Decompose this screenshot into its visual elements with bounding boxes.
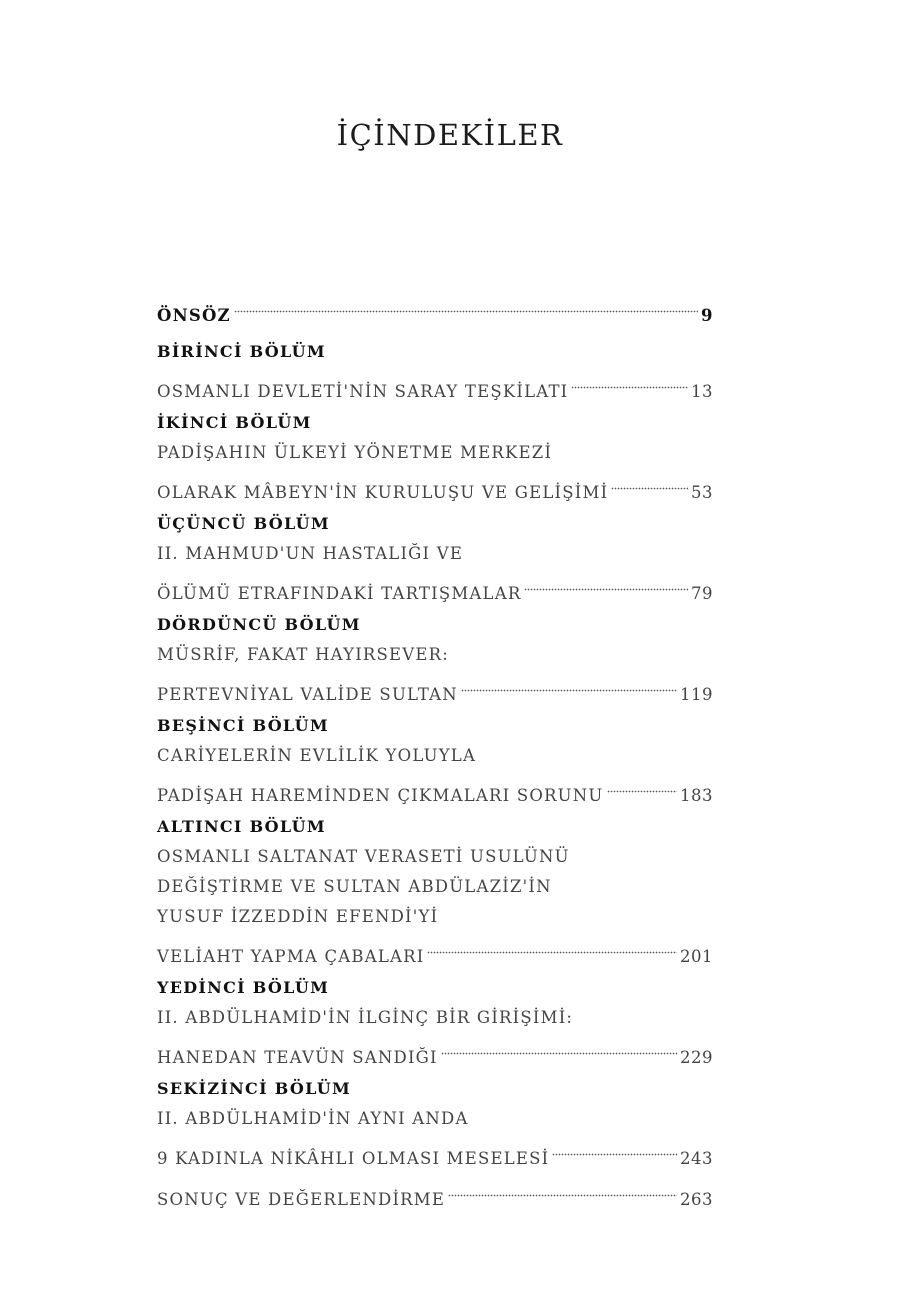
entry-title: OSMANLI DEVLETİ'NİN SARAY TEŞKİLATI xyxy=(157,382,569,401)
dot-leader xyxy=(234,291,698,321)
dot-leader xyxy=(524,569,688,599)
entry-title: MÜSRİF, FAKAT HAYIRSEVER: xyxy=(157,645,450,664)
chapter-heading: ÜÇÜNCÜ BÖLÜM xyxy=(157,514,330,533)
entry-title: II. MAHMUD'UN HASTALIĞI VE xyxy=(157,544,464,563)
dot-leader xyxy=(441,1033,677,1063)
toc-entry-chapter-7[interactable] xyxy=(157,973,713,1067)
toc-line xyxy=(157,291,713,325)
toc-line xyxy=(157,367,713,401)
toc-entry-chapter-4[interactable] xyxy=(157,610,713,704)
entry-title: SONUÇ VE DEĞERLENDİRME xyxy=(157,1190,446,1209)
entry-title: HANEDAN TEAVÜN SANDIĞI xyxy=(157,1048,438,1067)
chapter-heading: İKİNCİ BÖLÜM xyxy=(157,413,312,432)
page-number: 119 xyxy=(680,685,713,704)
entry-title: DEĞİŞTİRME VE SULTAN ABDÜLAZİZ'İN xyxy=(157,877,552,896)
dot-leader xyxy=(571,367,688,397)
toc-entry-chapter-8[interactable] xyxy=(157,1074,713,1168)
page-number: 13 xyxy=(691,382,713,401)
entry-title: ÖNSÖZ xyxy=(157,306,231,325)
chapter-heading: SEKİZİNCİ BÖLÜM xyxy=(157,1079,352,1098)
chapter-heading: DÖRDÜNCÜ BÖLÜM xyxy=(157,615,361,634)
toc-line xyxy=(157,670,713,704)
chapter-heading: YEDİNCİ BÖLÜM xyxy=(157,978,330,997)
dot-leader xyxy=(607,771,677,801)
toc-line xyxy=(157,771,713,805)
toc-line xyxy=(157,468,713,502)
toc-entry-chapter-3[interactable] xyxy=(157,509,713,603)
dot-leader xyxy=(611,468,688,498)
table-of-contents xyxy=(157,291,713,1216)
toc-entry-chapter-1[interactable] xyxy=(157,337,713,401)
page-number: 53 xyxy=(691,483,713,502)
page-title: İÇİNDEKİLER xyxy=(336,118,564,152)
page-number: 243 xyxy=(680,1149,713,1168)
page-number: 183 xyxy=(680,786,713,805)
chapter-heading: ALTINCI BÖLÜM xyxy=(157,817,326,836)
entry-title: 9 KADINLA NİKÂHLI OLMASI MESELESİ xyxy=(157,1149,550,1168)
page-number: 229 xyxy=(680,1048,713,1067)
toc-line xyxy=(157,569,713,603)
toc-line xyxy=(157,1033,713,1067)
entry-title: YUSUF İZZEDDİN EFENDİ'Yİ xyxy=(157,907,439,926)
toc-line xyxy=(157,1134,713,1168)
page-number: 79 xyxy=(691,584,713,603)
toc-entry-preface[interactable] xyxy=(157,291,713,325)
entry-title: VELİAHT YAPMA ÇABALARI xyxy=(157,947,425,966)
dot-leader xyxy=(427,932,677,962)
entry-title: II. ABDÜLHAMİD'İN AYNI ANDA xyxy=(157,1109,469,1128)
dot-leader xyxy=(448,1175,677,1205)
entry-title: ÖLÜMÜ ETRAFINDAKİ TARTIŞMALAR xyxy=(157,584,522,603)
entry-title: CARİYELERİN EVLİLİK YOLUYLA xyxy=(157,746,477,765)
toc-line xyxy=(157,1175,713,1209)
chapter-heading: BEŞİNCİ BÖLÜM xyxy=(157,716,329,735)
chapter-heading: BİRİNCİ BÖLÜM xyxy=(157,342,326,361)
toc-entry-chapter-2[interactable] xyxy=(157,408,713,502)
dot-leader xyxy=(552,1134,677,1164)
toc-entry-chapter-5[interactable] xyxy=(157,711,713,805)
entry-title: PADİŞAHIN ÜLKEYİ YÖNETME MERKEZİ xyxy=(157,443,553,462)
entry-title: PADİŞAH HAREMİNDEN ÇIKMALARI SORUNU xyxy=(157,786,604,805)
entry-title: OLARAK MÂBEYN'İN KURULUŞU VE GELİŞİMİ xyxy=(157,483,609,502)
toc-entry-conclusion[interactable] xyxy=(157,1175,713,1209)
entry-title: OSMANLI SALTANAT VERASETİ USULÜNÜ xyxy=(157,847,570,866)
entry-title: II. ABDÜLHAMİD'İN İLGİNÇ BİR GİRİŞİMİ: xyxy=(157,1008,574,1027)
dot-leader xyxy=(461,670,677,700)
page-number: 9 xyxy=(701,306,713,325)
entry-title: PERTEVNİYAL VALİDE SULTAN xyxy=(157,685,458,704)
page-number: 201 xyxy=(680,947,713,966)
toc-entry-chapter-6[interactable] xyxy=(157,812,713,966)
page-number: 263 xyxy=(680,1190,713,1209)
toc-line xyxy=(157,932,713,966)
